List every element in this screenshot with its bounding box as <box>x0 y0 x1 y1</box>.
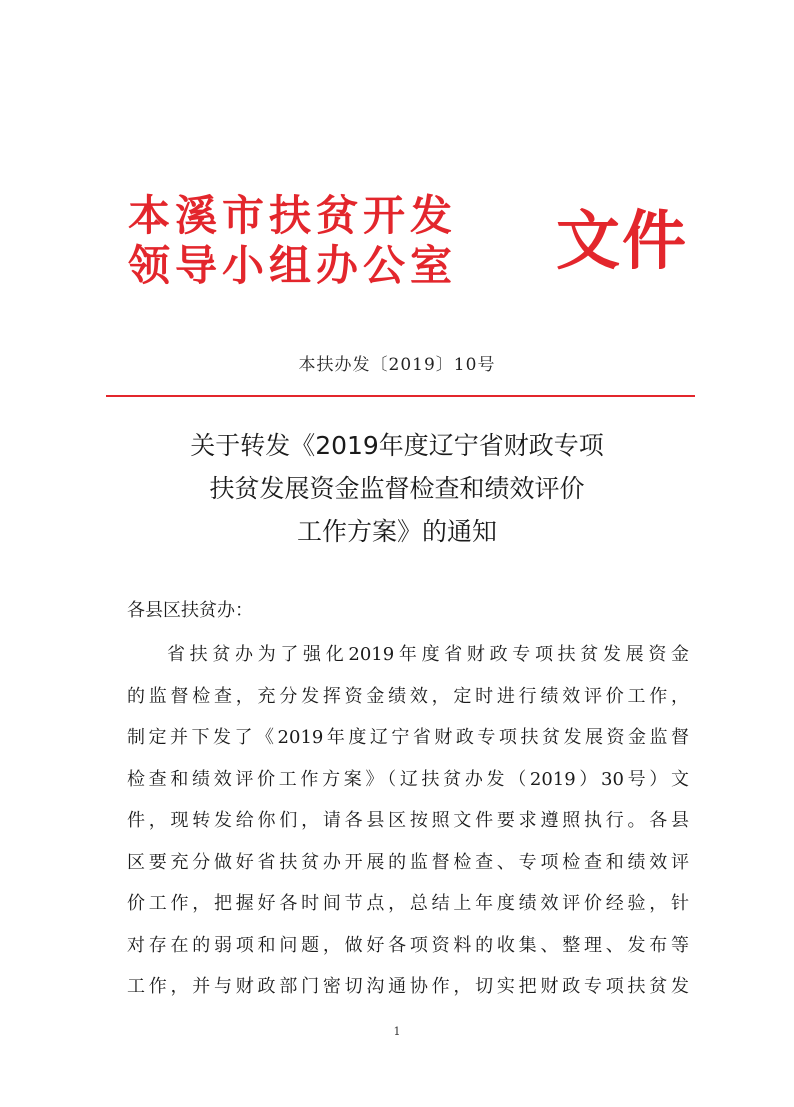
letterhead-org-line-1: 本溪市扶贫开发 <box>128 191 458 240</box>
red-divider-line <box>106 395 695 397</box>
body-line: 工作，并与财政部门密切沟通协作，切实把财政专项扶贫发 <box>127 976 689 997</box>
body-line: 的监督检查，充分发挥资金绩效，定时进行绩效评价工作， <box>127 685 689 707</box>
letterhead-document-word: 文件 <box>556 205 688 279</box>
title-line-1: 关于转发《2019年度辽宁省财政专项 <box>190 431 604 460</box>
body-line: 对存在的弱项和问题，做好各项资料的收集、整理、发布等 <box>127 934 689 956</box>
letterhead-org-line-2: 领导小组办公室 <box>128 241 458 290</box>
body-line: 区要充分做好省扶贫办开展的监督检查、专项检查和绩效评 <box>127 851 689 873</box>
salutation: 各县区扶贫办： <box>127 600 253 621</box>
body-line: 件，现转发给你们，请各县区按照文件要求遵照执行。各县 <box>127 810 689 831</box>
page-number: 1 <box>393 1025 401 1038</box>
title-line-2: 扶贫发展资金监督检查和绩效评价 <box>209 474 585 503</box>
body-line: 检查和绩效评价工作方案》（辽扶贫办发（2019）30号）文 <box>127 768 689 790</box>
title-line-3: 工作方案》的通知 <box>296 517 497 546</box>
body-line: 省扶贫办为了强化2019年度省财政专项扶贫发展资金 <box>167 644 689 665</box>
body-line: 价工作，把握好各时间节点，总结上年度绩效评价经验，针 <box>127 893 689 914</box>
document-number: 本扶办发〔2019〕10号 <box>298 355 496 375</box>
red-letterhead <box>128 192 688 296</box>
body-line: 制定并下发了《2019年度辽宁省财政专项扶贫发展资金监督 <box>127 727 689 748</box>
body-paragraph <box>127 634 689 1008</box>
document-title <box>0 424 794 553</box>
